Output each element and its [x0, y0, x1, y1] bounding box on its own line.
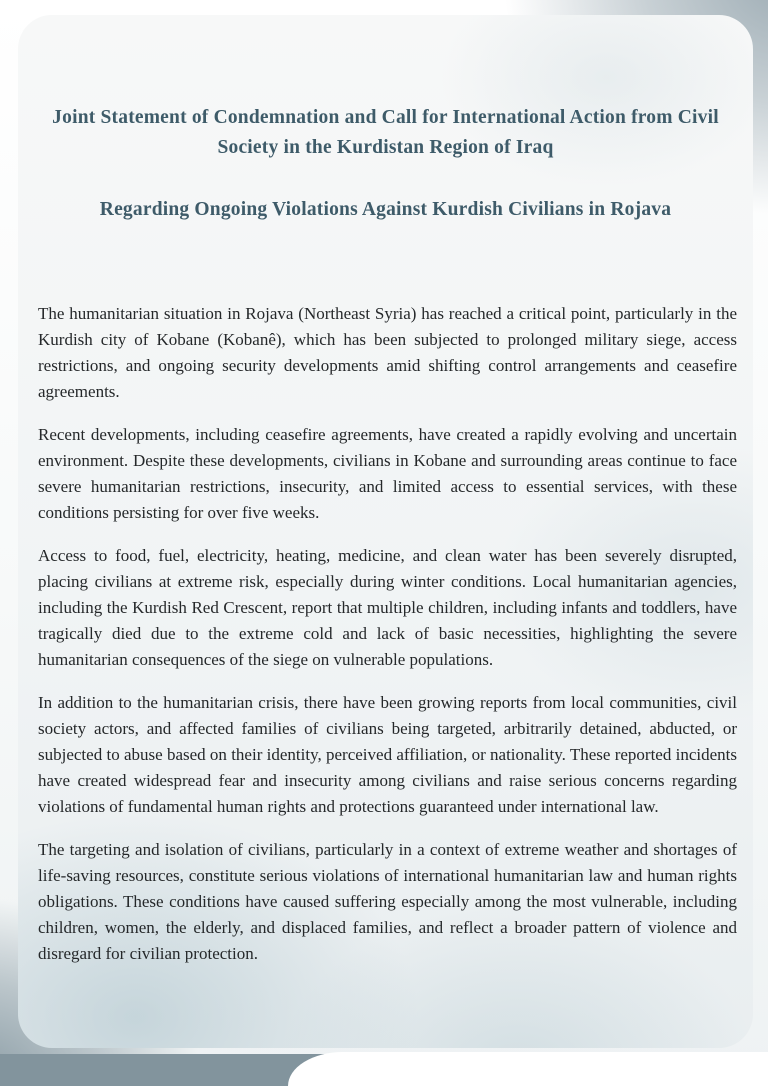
- paragraph-2: Recent developments, including ceasefire agreements, have created a rapidly evolving and uncertain environment. Despite these developments, civilians in Kobane and surrounding areas continue to face severe humanitarian restrictions, insecurity, and limited access to essential services, with these conditions persisting for over five weeks.: [38, 425, 737, 522]
- paragraph-4: In addition to the humanitarian crisis, there have been growing reports from local communities, civil society actors, and affected families of civilians being targeted, arbitrarily detained, abducted, or subjected to abuse based on their identity, perceived affiliation, or nationality. These reported incidents have created widespread fear and insecurity among civilians and raise serious concerns regarding violations of fundamental human rights and protections guaranteed under international law.: [38, 693, 737, 816]
- paragraph-1: The humanitarian situation in Rojava (Northeast Syria) has reached a critical point, particularly in the Kurdish city of Kobane (Kobanê), which has been subjected to prolonged military siege, access restrictions, and ongoing security developments amid shifting control arrangements and ceasefire agreements.: [38, 304, 737, 401]
- statement-card: [18, 15, 753, 1048]
- bottom-right-white-shape: [288, 1052, 768, 1086]
- statement-subtitle: Regarding Ongoing Violations Against Kurdish Civilians in Rojava: [99, 199, 672, 220]
- paragraph-5: The targeting and isolation of civilians, particularly in a context of extreme weather and shortages of life-saving resources, constitute serious violations of international humanitarian law and human rights obligations. These conditions have caused suffering especially among the most vulnerable, including children, women, the elderly, and displaced families, and reflect a broader pattern of violence and disregard for civilian protection.: [38, 840, 737, 963]
- statement-title: Joint Statement of Condemnation and Call for International Action from Civil Society in the Kurdistan Region of Iraq: [52, 107, 719, 158]
- statement-body: [18, 301, 753, 967]
- paragraph-3: Access to food, fuel, electricity, heating, medicine, and clean water has been severely disrupted, placing civilians at extreme risk, especially during winter conditions. Local humanitarian agencies, including the Kurdish Red Crescent, report that multiple children, including infants and toddlers, have tragically died due to the extreme cold and lack of basic necessities, highlighting the severe humanitarian consequences of the siege on vulnerable populations.: [38, 546, 737, 669]
